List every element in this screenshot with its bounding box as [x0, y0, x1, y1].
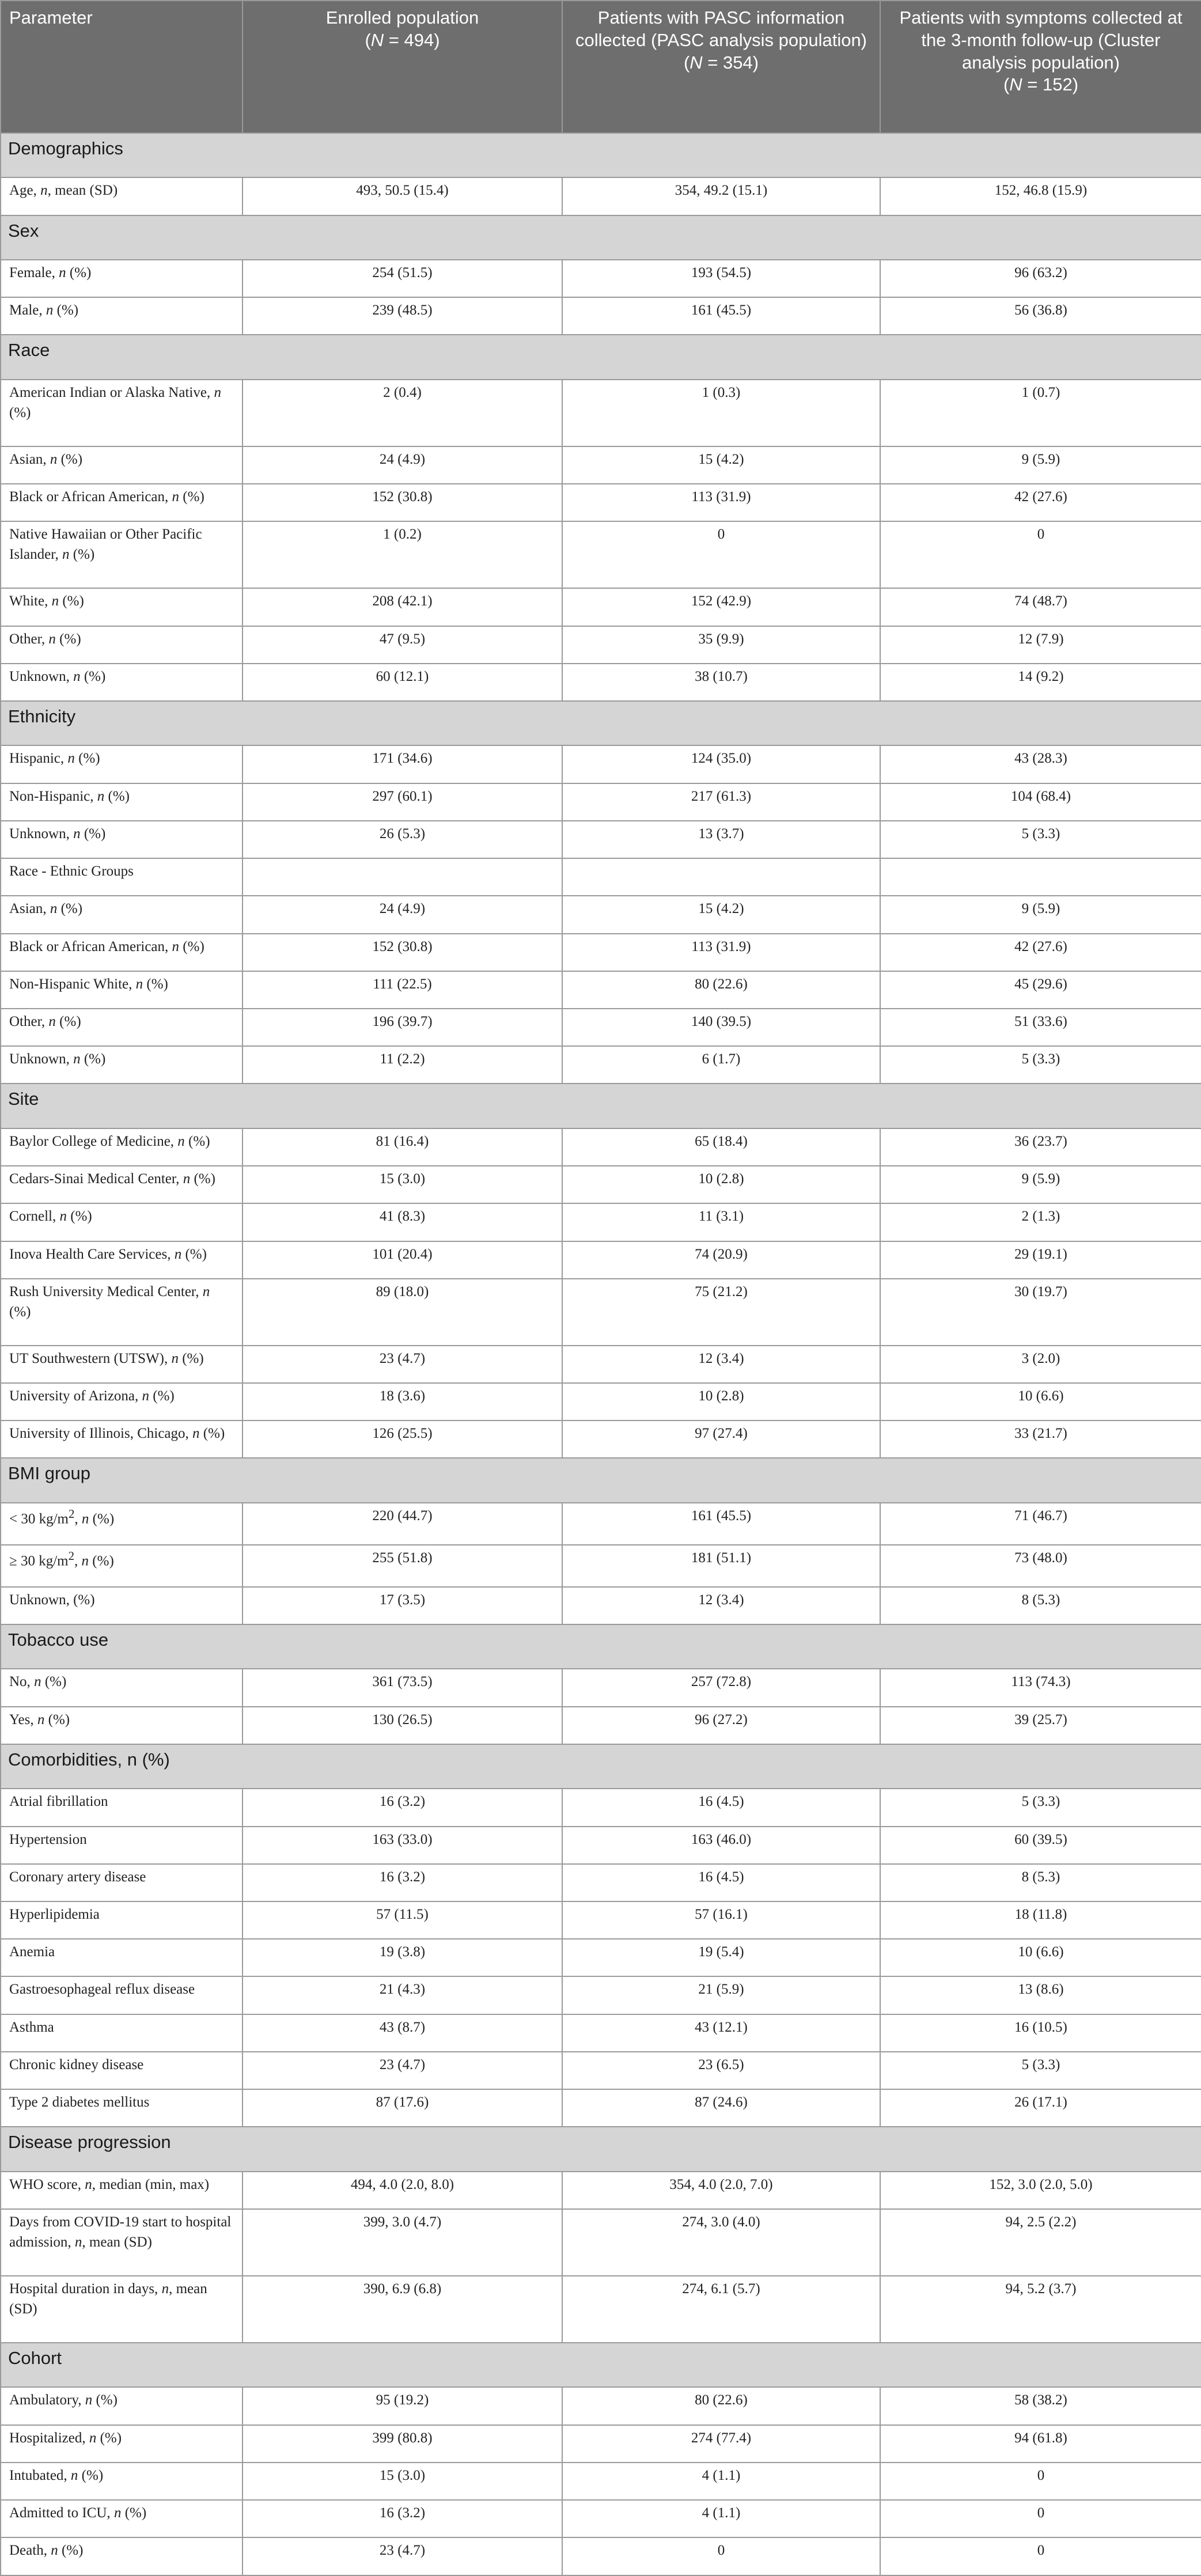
value-cell: 17 (3.5): [243, 1587, 562, 1624]
row-label: Rush University Medical Center, n (%): [1, 1279, 243, 1346]
value-cell: 193 (54.5): [562, 260, 880, 297]
value-cell: 208 (42.1): [243, 588, 562, 626]
value-cell: 11 (3.1): [562, 1203, 880, 1241]
row-label: < 30 $kg/m^2$, n (%): [1, 1503, 243, 1545]
table-row: [1, 2463, 1201, 2500]
table-row: [1, 1009, 1201, 1046]
value-cell: 163 (46.0): [562, 1827, 880, 1864]
value-cell: 18 (11.8): [880, 1901, 1201, 1939]
value-cell: 3 (2.0): [880, 1346, 1201, 1383]
section-header-row: [1, 215, 1201, 260]
row-label: Unknown, n (%): [1, 821, 243, 858]
value-cell: 21 (4.3): [243, 1976, 562, 2014]
value-cell: 10 (2.8): [562, 1383, 880, 1420]
value-cell: 494, 4.0 (2.0, 8.0): [243, 2172, 562, 2209]
section-header-row: [1, 1624, 1201, 1669]
value-cell: 10 (6.6): [880, 1939, 1201, 1976]
row-label: University of Arizona, n (%): [1, 1383, 243, 1420]
section-header-row: [1, 1744, 1201, 1789]
header-group-title: Patients with symptoms collected at the 3-month follow-up (Cluster analysis population): [899, 7, 1183, 73]
row-label: Black or African American, n (%): [1, 484, 243, 521]
value-cell: 33 (21.7): [880, 1420, 1201, 1458]
table-row: [1, 2276, 1201, 2343]
value-cell: 15 (4.2): [562, 896, 880, 933]
row-label: ≥ 30 $kg/m^2$, n (%): [1, 1545, 243, 1587]
row-label: Intubated, n (%): [1, 2463, 243, 2500]
value-cell: 10 (6.6): [880, 1383, 1201, 1420]
value-cell: 75 (21.2): [562, 1279, 880, 1346]
value-cell: 96 (63.2): [880, 260, 1201, 297]
value-cell: 354, 49.2 (15.1): [562, 177, 880, 215]
table-row: [1, 260, 1201, 297]
section-title: Tobacco use: [1, 1624, 1201, 1669]
value-cell: 13 (3.7): [562, 821, 880, 858]
value-cell: 5 (3.3): [880, 2052, 1201, 2089]
value-cell: 94, 5.2 (3.7): [880, 2276, 1201, 2343]
value-cell: 274 (77.4): [562, 2425, 880, 2463]
table-row: [1, 2209, 1201, 2276]
table-row: [1, 1279, 1201, 1346]
value-cell: 254 (51.5): [243, 260, 562, 297]
row-label: Anemia: [1, 1939, 243, 1976]
table-row: [1, 1128, 1201, 1166]
value-cell: 0: [562, 521, 880, 588]
row-label: Hospitalized, n (%): [1, 2425, 243, 2463]
table-row: [1, 2172, 1201, 2209]
header-pasc-analysis-population: [562, 1, 880, 133]
row-label: Other, n (%): [1, 1009, 243, 1046]
value-cell: 220 (44.7): [243, 1503, 562, 1545]
value-cell: 113 (74.3): [880, 1669, 1201, 1706]
value-cell: 5 (3.3): [880, 821, 1201, 858]
value-cell: 161 (45.5): [562, 297, 880, 335]
value-cell: 104 (68.4): [880, 783, 1201, 821]
row-label: Hypertension: [1, 1827, 243, 1864]
row-label: Male, n (%): [1, 297, 243, 335]
header-group-n: (N = 152): [1003, 74, 1079, 95]
value-cell: 57 (16.1): [562, 1901, 880, 1939]
value-cell: 5 (3.3): [880, 1046, 1201, 1084]
value-cell: 94, 2.5 (2.2): [880, 2209, 1201, 2276]
row-label: Hospital duration in days, n, mean (SD): [1, 2276, 243, 2343]
value-cell: 361 (73.5): [243, 1669, 562, 1706]
table-row: [1, 446, 1201, 484]
row-label: Type 2 diabetes mellitus: [1, 2089, 243, 2127]
header-group-title: Patients with PASC information collected (PASC analysis population): [575, 7, 867, 50]
value-cell: 152, 3.0 (2.0, 5.0): [880, 2172, 1201, 2209]
value-cell: 23 (4.7): [243, 2052, 562, 2089]
row-label: Yes, n (%): [1, 1707, 243, 1744]
value-cell: 130 (26.5): [243, 1707, 562, 1744]
value-cell: 1 (0.3): [562, 380, 880, 446]
value-cell: 13 (8.6): [880, 1976, 1201, 2014]
value-cell: 2 (1.3): [880, 1203, 1201, 1241]
table-row: [1, 1420, 1201, 1458]
value-cell: 140 (39.5): [562, 1009, 880, 1046]
value-cell: 15 (3.0): [243, 1166, 562, 1203]
value-cell: 399 (80.8): [243, 2425, 562, 2463]
row-label: No, n (%): [1, 1669, 243, 1706]
row-label: Admitted to ICU, n (%): [1, 2500, 243, 2537]
value-cell: 101 (20.4): [243, 1241, 562, 1279]
value-cell: [243, 858, 562, 896]
value-cell: 23 (4.7): [243, 1346, 562, 1383]
value-cell: 152 (30.8): [243, 484, 562, 521]
value-cell: 26 (17.1): [880, 2089, 1201, 2127]
table-body: [1, 133, 1201, 2575]
value-cell: 9 (5.9): [880, 446, 1201, 484]
table-row: [1, 626, 1201, 664]
section-title: Race: [1, 335, 1201, 379]
table-row: [1, 1669, 1201, 1706]
section-header-row: [1, 2127, 1201, 2171]
row-label: Days from COVID-19 start to hospital admission, n, mean (SD): [1, 2209, 243, 2276]
row-label: Hyperlipidemia: [1, 1901, 243, 1939]
table-row: [1, 1241, 1201, 1279]
table-row: [1, 1789, 1201, 1826]
table-row: [1, 1587, 1201, 1624]
value-cell: 493, 50.5 (15.4): [243, 177, 562, 215]
table-row: [1, 2052, 1201, 2089]
row-label: Female, n (%): [1, 260, 243, 297]
section-title: Cohort: [1, 2343, 1201, 2387]
row-label: Cornell, n (%): [1, 1203, 243, 1241]
value-cell: 35 (9.9): [562, 626, 880, 664]
row-label: Chronic kidney disease: [1, 2052, 243, 2089]
value-cell: 152, 46.8 (15.9): [880, 177, 1201, 215]
table-row: [1, 858, 1201, 896]
table-row: [1, 971, 1201, 1009]
value-cell: 5 (3.3): [880, 1789, 1201, 1826]
value-cell: [562, 858, 880, 896]
value-cell: 0: [880, 2463, 1201, 2500]
value-cell: 196 (39.7): [243, 1009, 562, 1046]
section-title: Demographics: [1, 133, 1201, 177]
value-cell: 399, 3.0 (4.7): [243, 2209, 562, 2276]
table-row: [1, 1346, 1201, 1383]
value-cell: 38 (10.7): [562, 664, 880, 701]
table-row: [1, 821, 1201, 858]
value-cell: 12 (7.9): [880, 626, 1201, 664]
value-cell: 6 (1.7): [562, 1046, 880, 1084]
section-header-row: [1, 1084, 1201, 1128]
section-header-row: [1, 2343, 1201, 2387]
value-cell: 0: [880, 2500, 1201, 2537]
value-cell: 297 (60.1): [243, 783, 562, 821]
section-title: Site: [1, 1084, 1201, 1128]
value-cell: 18 (3.6): [243, 1383, 562, 1420]
row-label: Death, n (%): [1, 2537, 243, 2575]
value-cell: 19 (5.4): [562, 1939, 880, 1976]
value-cell: 73 (48.0): [880, 1545, 1201, 1587]
value-cell: 0: [880, 2537, 1201, 2575]
value-cell: 14 (9.2): [880, 664, 1201, 701]
value-cell: 74 (20.9): [562, 1241, 880, 1279]
value-cell: 152 (30.8): [243, 934, 562, 971]
row-label: American Indian or Alaska Native, n (%): [1, 380, 243, 446]
value-cell: 51 (33.6): [880, 1009, 1201, 1046]
table-row: [1, 2387, 1201, 2425]
row-label: Non-Hispanic White, n (%): [1, 971, 243, 1009]
table-row: [1, 1545, 1201, 1587]
value-cell: 11 (2.2): [243, 1046, 562, 1084]
value-cell: 255 (51.8): [243, 1545, 562, 1587]
value-cell: 8 (5.3): [880, 1587, 1201, 1624]
value-cell: 57 (11.5): [243, 1901, 562, 1939]
value-cell: 12 (3.4): [562, 1346, 880, 1383]
value-cell: 87 (17.6): [243, 2089, 562, 2127]
value-cell: 4 (1.1): [562, 2463, 880, 2500]
row-label: Coronary artery disease: [1, 1864, 243, 1901]
table-row: [1, 484, 1201, 521]
table-row: [1, 588, 1201, 626]
value-cell: 23 (4.7): [243, 2537, 562, 2575]
value-cell: 152 (42.9): [562, 588, 880, 626]
section-title: Comorbidities, n (%): [1, 1744, 1201, 1789]
value-cell: 12 (3.4): [562, 1587, 880, 1624]
value-cell: 81 (16.4): [243, 1128, 562, 1166]
row-label: Asian, n (%): [1, 896, 243, 933]
value-cell: 16 (3.2): [243, 2500, 562, 2537]
value-cell: 113 (31.9): [562, 934, 880, 971]
row-label: Unknown, n (%): [1, 664, 243, 701]
section-header-row: [1, 133, 1201, 177]
value-cell: 126 (25.5): [243, 1420, 562, 1458]
value-cell: 43 (28.3): [880, 745, 1201, 783]
table-row: [1, 896, 1201, 933]
value-cell: 24 (4.9): [243, 896, 562, 933]
row-label: Atrial fibrillation: [1, 1789, 243, 1826]
value-cell: 257 (72.8): [562, 1669, 880, 1706]
value-cell: 124 (35.0): [562, 745, 880, 783]
value-cell: 9 (5.9): [880, 896, 1201, 933]
row-label: Other, n (%): [1, 626, 243, 664]
value-cell: 24 (4.9): [243, 446, 562, 484]
row-label: Inova Health Care Services, n (%): [1, 1241, 243, 1279]
section-header-row: [1, 1458, 1201, 1502]
table-row: [1, 1046, 1201, 1084]
value-cell: 1 (0.2): [243, 521, 562, 588]
value-cell: 9 (5.9): [880, 1166, 1201, 1203]
value-cell: 56 (36.8): [880, 297, 1201, 335]
table-row: [1, 1503, 1201, 1545]
row-label: Ambulatory, n (%): [1, 2387, 243, 2425]
header-parameter: Parameter: [1, 1, 243, 133]
value-cell: 97 (27.4): [562, 1420, 880, 1458]
value-cell: 42 (27.6): [880, 484, 1201, 521]
value-cell: 15 (3.0): [243, 2463, 562, 2500]
row-label: Asian, n (%): [1, 446, 243, 484]
table-row: [1, 1166, 1201, 1203]
value-cell: 65 (18.4): [562, 1128, 880, 1166]
value-cell: 390, 6.9 (6.8): [243, 2276, 562, 2343]
row-label: Non-Hispanic, n (%): [1, 783, 243, 821]
value-cell: 16 (3.2): [243, 1789, 562, 1826]
value-cell: 16 (4.5): [562, 1864, 880, 1901]
value-cell: 239 (48.5): [243, 297, 562, 335]
section-title: BMI group: [1, 1458, 1201, 1502]
value-cell: 0: [562, 2537, 880, 2575]
value-cell: 181 (51.1): [562, 1545, 880, 1587]
table-row: [1, 521, 1201, 588]
value-cell: 29 (19.1): [880, 1241, 1201, 1279]
value-cell: 16 (4.5): [562, 1789, 880, 1826]
value-cell: 111 (22.5): [243, 971, 562, 1009]
section-title: Disease progression: [1, 2127, 1201, 2171]
table-row: [1, 177, 1201, 215]
table-row: [1, 380, 1201, 446]
value-cell: 10 (2.8): [562, 1166, 880, 1203]
value-cell: 80 (22.6): [562, 971, 880, 1009]
table-row: [1, 1707, 1201, 1744]
value-cell: 171 (34.6): [243, 745, 562, 783]
value-cell: 16 (10.5): [880, 2014, 1201, 2052]
value-cell: 217 (61.3): [562, 783, 880, 821]
row-label: Unknown, n (%): [1, 1046, 243, 1084]
value-cell: 89 (18.0): [243, 1279, 562, 1346]
value-cell: 163 (33.0): [243, 1827, 562, 1864]
table-row: [1, 783, 1201, 821]
table-row: [1, 2500, 1201, 2537]
table-header: [1, 1, 1201, 133]
table-row: [1, 2089, 1201, 2127]
value-cell: 113 (31.9): [562, 484, 880, 521]
row-label: Race - Ethnic Groups: [1, 858, 243, 896]
value-cell: 2 (0.4): [243, 380, 562, 446]
header-group-n: (N = 354): [683, 52, 759, 73]
value-cell: 19 (3.8): [243, 1939, 562, 1976]
value-cell: 74 (48.7): [880, 588, 1201, 626]
table-row: [1, 664, 1201, 701]
table-row: [1, 1939, 1201, 1976]
value-cell: 4 (1.1): [562, 2500, 880, 2537]
row-label: White, n (%): [1, 588, 243, 626]
value-cell: 87 (24.6): [562, 2089, 880, 2127]
value-cell: 36 (23.7): [880, 1128, 1201, 1166]
value-cell: 96 (27.2): [562, 1707, 880, 1744]
value-cell: 60 (12.1): [243, 664, 562, 701]
table-row: [1, 2014, 1201, 2052]
value-cell: 47 (9.5): [243, 626, 562, 664]
header-row: [1, 1, 1201, 133]
header-cluster-analysis-population: [880, 1, 1201, 133]
row-label: WHO score, n, median (min, max): [1, 2172, 243, 2209]
value-cell: [880, 858, 1201, 896]
value-cell: 42 (27.6): [880, 934, 1201, 971]
row-label: Baylor College of Medicine, n (%): [1, 1128, 243, 1166]
table-row: [1, 745, 1201, 783]
value-cell: 1 (0.7): [880, 380, 1201, 446]
value-cell: 161 (45.5): [562, 1503, 880, 1545]
header-group-n: (N = 494): [365, 29, 440, 50]
row-label: Age, n, mean (SD): [1, 177, 243, 215]
value-cell: 80 (22.6): [562, 2387, 880, 2425]
value-cell: 21 (5.9): [562, 1976, 880, 2014]
table-row: [1, 1976, 1201, 2014]
row-label: Unknown, (%): [1, 1587, 243, 1624]
value-cell: 354, 4.0 (2.0, 7.0): [562, 2172, 880, 2209]
row-label: Hispanic, n (%): [1, 745, 243, 783]
value-cell: 30 (19.7): [880, 1279, 1201, 1346]
row-label: Asthma: [1, 2014, 243, 2052]
row-label: Cedars-Sinai Medical Center, n (%): [1, 1166, 243, 1203]
section-header-row: [1, 335, 1201, 379]
table-row: [1, 1864, 1201, 1901]
value-cell: 45 (29.6): [880, 971, 1201, 1009]
table-row: [1, 934, 1201, 971]
table-row: [1, 2537, 1201, 2575]
value-cell: 274, 6.1 (5.7): [562, 2276, 880, 2343]
table-row: [1, 2425, 1201, 2463]
header-group-title: Enrolled population: [325, 7, 479, 28]
table-row: [1, 1901, 1201, 1939]
value-cell: 43 (12.1): [562, 2014, 880, 2052]
value-cell: 58 (38.2): [880, 2387, 1201, 2425]
section-title: Sex: [1, 215, 1201, 260]
section-header-row: [1, 701, 1201, 745]
header-enrolled-population: [243, 1, 562, 133]
value-cell: 71 (46.7): [880, 1503, 1201, 1545]
table-row: [1, 297, 1201, 335]
value-cell: 95 (19.2): [243, 2387, 562, 2425]
section-title: Ethnicity: [1, 701, 1201, 745]
row-label: Native Hawaiian or Other Pacific Islander, n (%): [1, 521, 243, 588]
value-cell: 60 (39.5): [880, 1827, 1201, 1864]
value-cell: 15 (4.2): [562, 446, 880, 484]
table-row: [1, 1203, 1201, 1241]
table-row: [1, 1827, 1201, 1864]
value-cell: 94 (61.8): [880, 2425, 1201, 2463]
value-cell: 43 (8.7): [243, 2014, 562, 2052]
value-cell: 26 (5.3): [243, 821, 562, 858]
row-label: UT Southwestern (UTSW), n (%): [1, 1346, 243, 1383]
row-label: Black or African American, n (%): [1, 934, 243, 971]
row-label: Gastroesophageal reflux disease: [1, 1976, 243, 2014]
value-cell: 23 (6.5): [562, 2052, 880, 2089]
value-cell: 41 (8.3): [243, 1203, 562, 1241]
value-cell: 0: [880, 521, 1201, 588]
value-cell: 274, 3.0 (4.0): [562, 2209, 880, 2276]
table-row: [1, 1383, 1201, 1420]
value-cell: 8 (5.3): [880, 1864, 1201, 1901]
value-cell: 39 (25.7): [880, 1707, 1201, 1744]
row-label: University of Illinois, Chicago, n (%): [1, 1420, 243, 1458]
value-cell: 16 (3.2): [243, 1864, 562, 1901]
